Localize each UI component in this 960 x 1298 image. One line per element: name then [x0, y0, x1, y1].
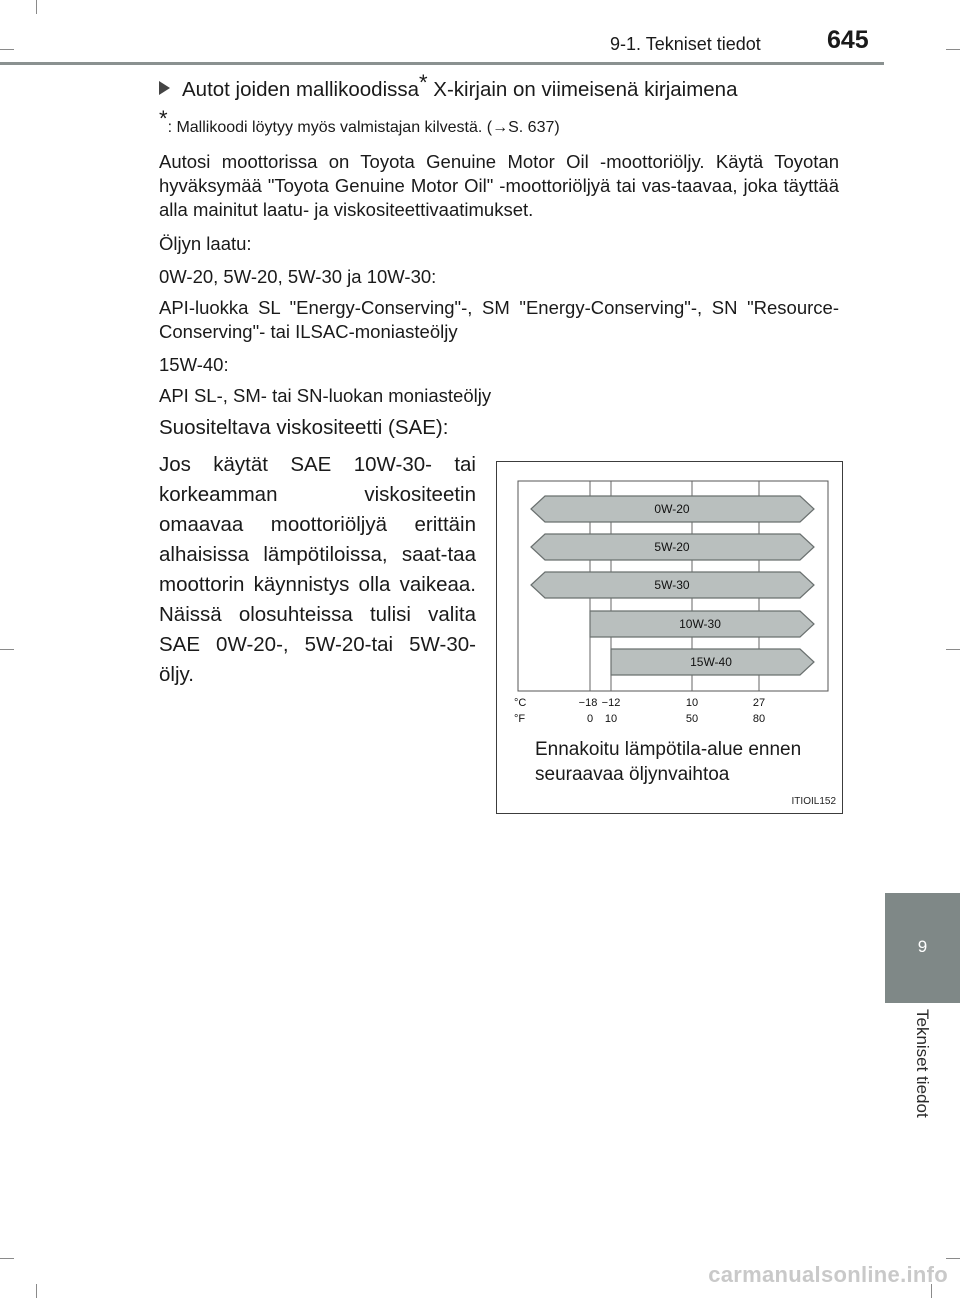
fahrenheit-unit: °F	[514, 713, 526, 725]
footnote-ref: S. 637)	[508, 119, 560, 136]
figure-caption	[535, 737, 801, 787]
crop-mark	[946, 649, 960, 650]
footnote-asterisk: *	[159, 106, 168, 131]
fahrenheit-tick: 0	[586, 713, 594, 725]
page-header	[0, 0, 960, 70]
celsius-tick: 27	[752, 697, 766, 709]
header-rule	[0, 62, 884, 65]
bullet-text-end: X-kirjain on viimeisenä kirjaimena	[427, 78, 738, 101]
section-title: 9-1. Tekniset tiedot	[610, 34, 761, 54]
crop-mark	[946, 1258, 960, 1259]
arrow-icon: →	[492, 119, 509, 136]
page-number: 645	[827, 26, 869, 54]
footnote	[159, 106, 560, 140]
celsius-tick: −12	[601, 697, 621, 709]
cold-start-text: Jos käytät SAE 10W-30- tai korkeamman viskositeetin omaavaa moottoriöljyä erittäin alhaisissa lämpötiloissa, saat-taa moottorin käynnistys olla vaikeaa. Näissä olosuhteissa tulisi valita SAE 0W-20-, 5W-20-tai 5W-30-öljy.	[159, 453, 476, 686]
bullet-triangle-icon	[159, 81, 170, 95]
fahrenheit-tick: 80	[752, 713, 766, 725]
watermark: carmanualsonline.info	[708, 1262, 948, 1287]
quality-heading: Öljyn laatu:	[159, 233, 252, 254]
chapter-number: 9	[917, 937, 928, 956]
caption-line-2: seuraavaa öljynvaihtoa	[535, 764, 730, 785]
crop-mark	[0, 1258, 14, 1259]
bar-label-5w30: 5W-30	[654, 578, 690, 592]
grade-group-1-spec: API-luokka SL "Energy-Conserving"-, SM "Energy-Conserving"-, SN "Resource-Conserving"- tai ILSAC-moniasteöljy	[159, 297, 839, 342]
fahrenheit-tick: 50	[685, 713, 699, 725]
footnote-text: : Mallikoodi löytyy myös valmistajan kilvestä. (	[167, 119, 493, 136]
caption-line-1: Ennakoitu lämpötila-alue ennen	[535, 739, 802, 760]
viscosity-heading: Suositeltava viskositeetti (SAE):	[159, 416, 449, 439]
chapter-tab	[885, 893, 960, 1003]
bar-label-15w40: 15W-40	[690, 655, 732, 669]
crop-mark	[36, 1284, 37, 1298]
figure-code: ITIOIL152	[791, 796, 836, 807]
grade-group-1: 0W-20, 5W-20, 5W-30 ja 10W-30:	[159, 266, 437, 287]
bar-label-0w20: 0W-20	[654, 502, 690, 516]
bullet-heading	[159, 70, 738, 102]
celsius-tick: 10	[685, 697, 699, 709]
cold-start-note	[159, 450, 476, 690]
celsius-unit: °C	[514, 697, 527, 709]
grade-group-2: 15W-40:	[159, 354, 229, 375]
celsius-tick: −18	[578, 697, 598, 709]
chapter-label-text: Tekniset tiedot	[913, 1009, 932, 1118]
chapter-label	[885, 1005, 960, 1175]
intro-paragraph: Autosi moottorissa on Toyota Genuine Motor Oil -moottoriöljy. Käytä Toyotan hyväksymää "Toyota Genuine Motor Oil" -moottoriöljyä tai vas-taavaa, joka täyttää alla mainitut laatu- ja viskositeettivaatimukset.	[159, 151, 839, 220]
grade-group-2-spec: API SL-, SM- tai SN-luokan moniasteöljy	[159, 385, 492, 406]
bar-label-10w30: 10W-30	[679, 617, 721, 631]
crop-mark	[0, 649, 14, 650]
bar-label-5w20: 5W-20	[654, 540, 690, 554]
fahrenheit-tick: 10	[604, 713, 618, 725]
viscosity-chart	[496, 461, 843, 814]
bullet-asterisk: *	[419, 70, 428, 95]
bullet-text: Autot joiden mallikoodissa	[182, 78, 420, 101]
